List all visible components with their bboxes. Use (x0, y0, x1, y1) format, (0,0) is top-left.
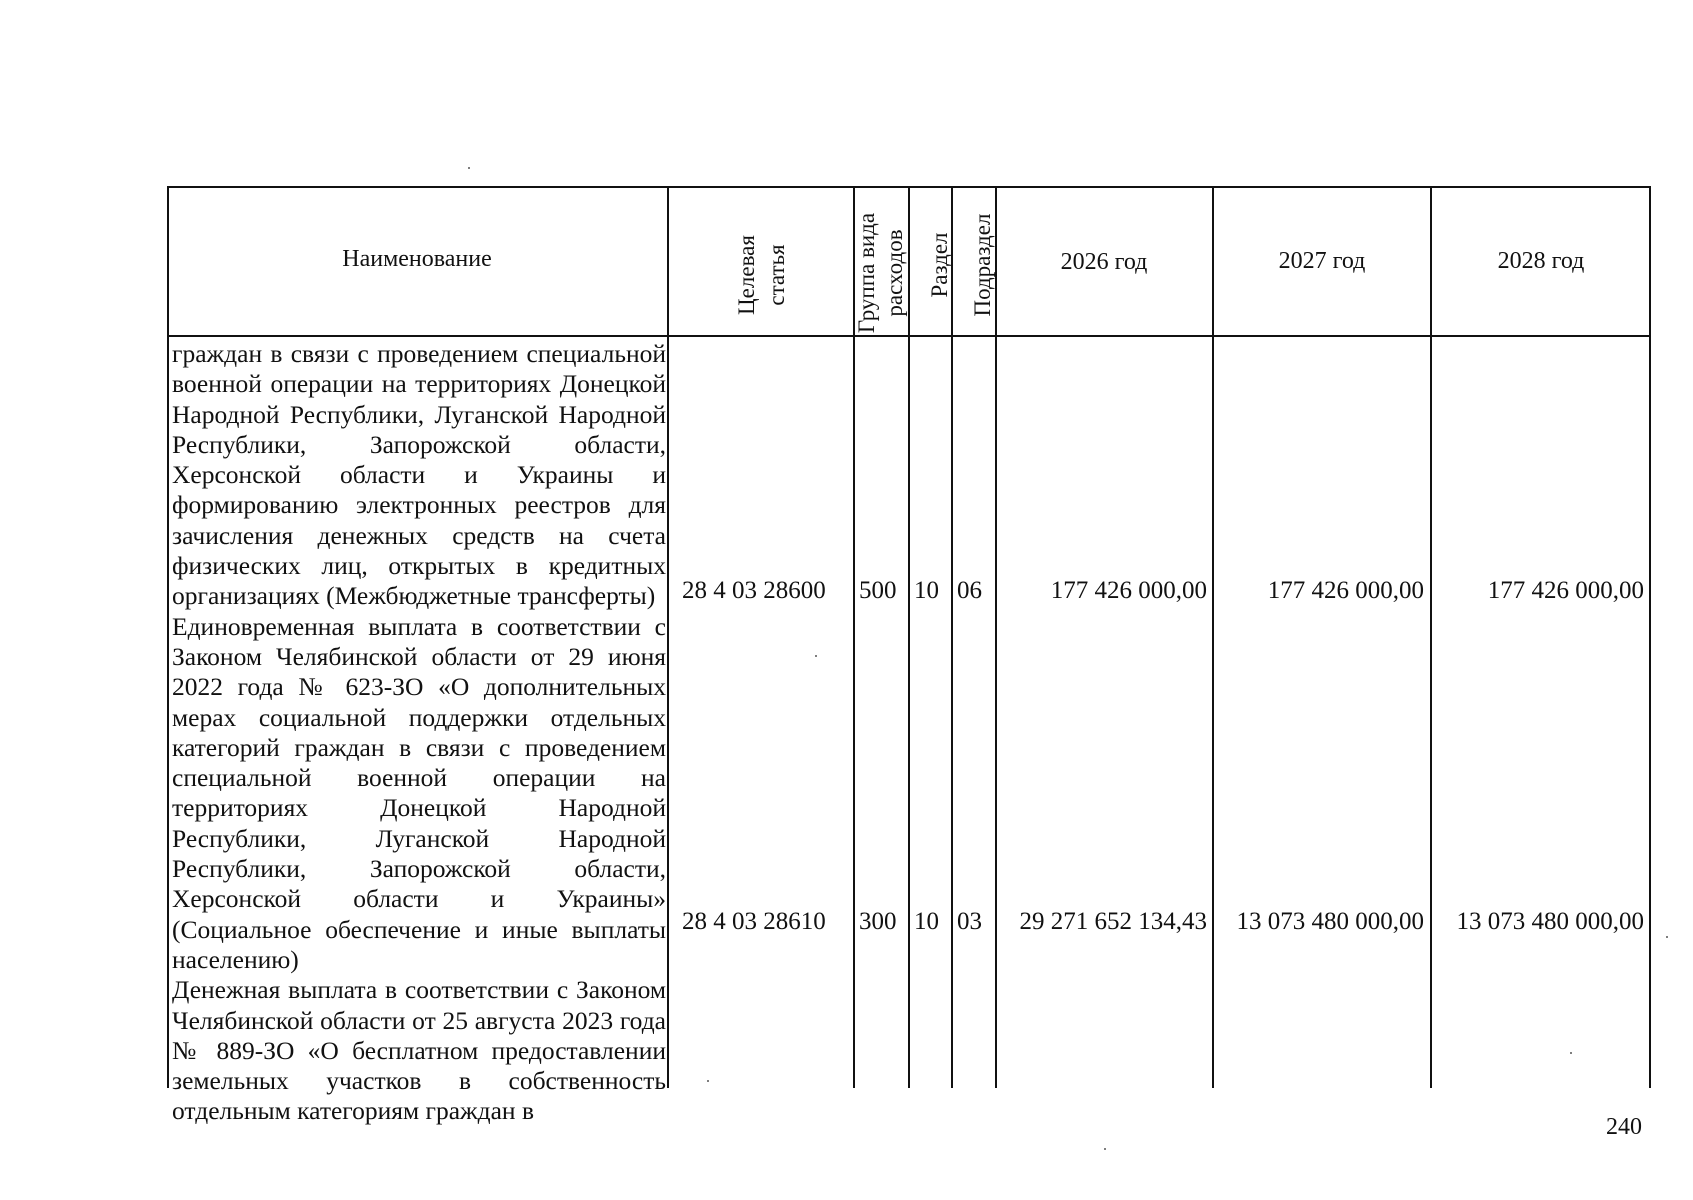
row-expense-group: 500 (859, 577, 897, 604)
scan-speck (1570, 1052, 1572, 1054)
header-section: Раздел (927, 232, 952, 298)
header-expense-group: Группа вида расходов (854, 212, 907, 334)
row-name: граждан в связи с проведением специальной военной операции на территориях Донецкой Народной Республики, Луганской Народной Республики, Запорожской области, Херсонской области и Украины и формированию электронных реестров для зачисления денежных средств на счета физических лиц, открытых в кредитных организациях (Межбюджетные трансферты) (172, 339, 666, 611)
row-name: Единовременная выплата в соответствии с Законом Челябинской области от 29 июня 2022 года № 623-ЗО «О дополнительных мерах социальной поддержки отдельных категорий граждан в связи с проведением специальной военной операции на территориях Донецкой Народной Республики, Луганской Народной Республики, Запорожской области, Херсонской области и Украины» (Социальное обеспечение и иные выплаты населению) (172, 611, 666, 974)
table-border-left (167, 186, 169, 1088)
row-expense-group: 300 (859, 908, 897, 935)
row-value-2028: 13 073 480 000,00 (1456, 908, 1644, 935)
row-name: Денежная выплата в соответствии с Законом Челябинской области от 25 августа 2023 года № 889-ЗО «О бесплатном предоставлении земельных участков в собственность отдельным категориям граждан в (172, 975, 666, 1126)
scan-speck (1104, 1148, 1106, 1150)
scan-speck (815, 655, 817, 657)
scan-speck (1666, 936, 1668, 938)
header-year-2028: 2028 год (1497, 248, 1585, 274)
row-section: 10 (914, 908, 939, 935)
header-year-2026: 2026 год (1060, 249, 1148, 275)
header-bottom-line (167, 335, 1651, 337)
name-column (172, 339, 666, 1127)
row-value-2026: 177 426 000,00 (1050, 577, 1207, 604)
row-value-2027: 13 073 480 000,00 (1236, 908, 1424, 935)
table-border-right (1649, 186, 1651, 1088)
row-target-article: 28 4 03 28610 (682, 908, 826, 935)
row-section: 10 (914, 577, 939, 604)
col-divider (1212, 186, 1214, 1088)
col-divider (1430, 186, 1432, 1088)
header-year-2027: 2027 год (1278, 248, 1366, 274)
header-target-article: Целевая статья (734, 235, 789, 315)
row-value-2027: 177 426 000,00 (1267, 577, 1424, 604)
scan-speck (468, 167, 470, 169)
row-subsection: 03 (957, 908, 982, 935)
page-number: 240 (1606, 1114, 1642, 1140)
col-divider (667, 186, 669, 1088)
header-name: Наименование (342, 246, 492, 272)
row-value-2026: 29 271 652 134,43 (1019, 908, 1207, 935)
table-border-top (167, 186, 1651, 188)
header-subsection: Подраздел (970, 213, 995, 317)
row-target-article: 28 4 03 28600 (682, 577, 826, 604)
scan-speck (707, 1080, 709, 1082)
row-value-2028: 177 426 000,00 (1487, 577, 1644, 604)
row-subsection: 06 (957, 577, 982, 604)
